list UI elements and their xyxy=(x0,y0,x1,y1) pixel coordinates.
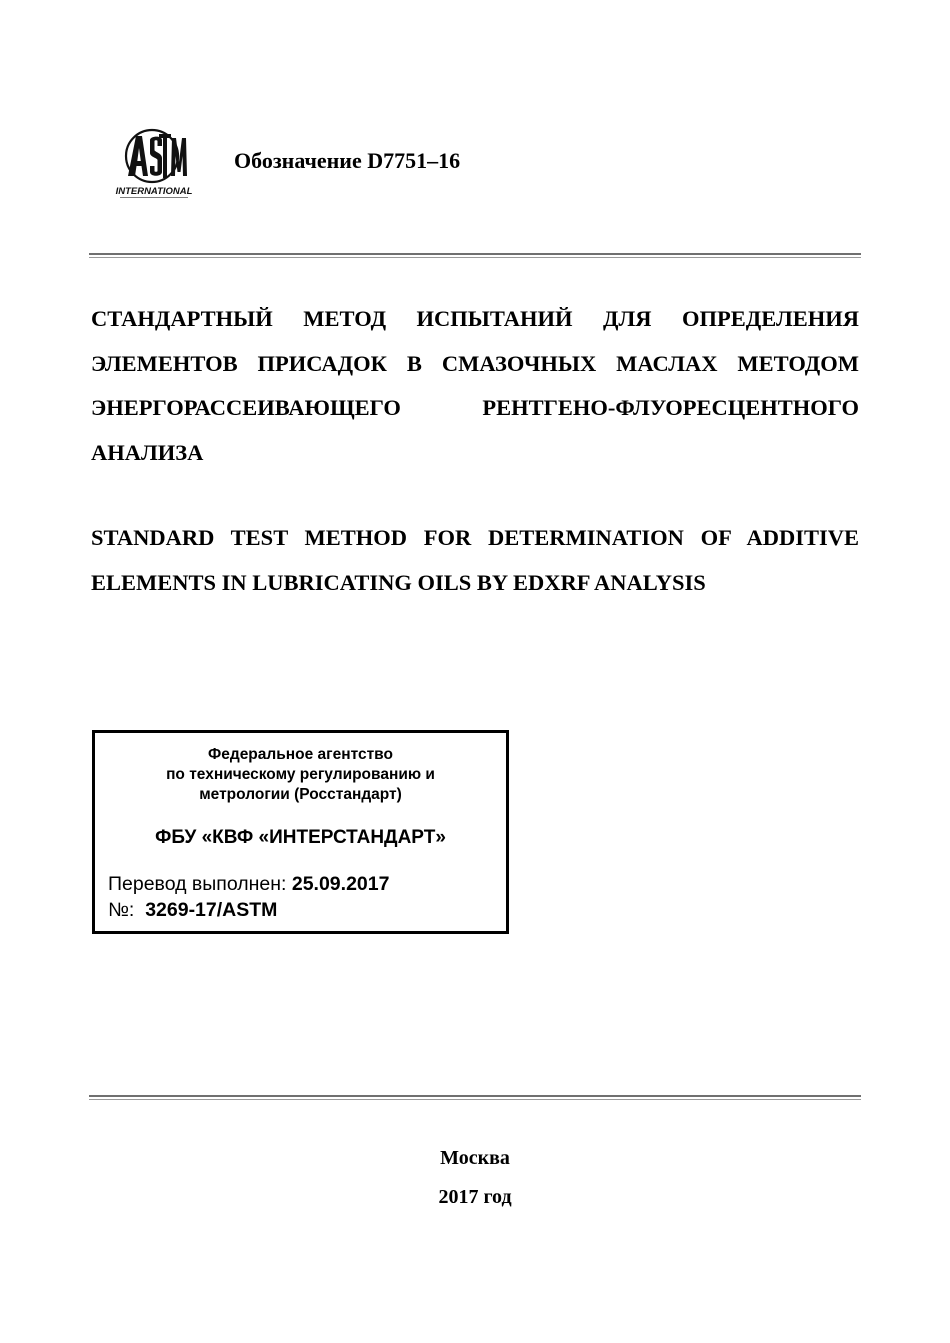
stamp-organization: ФБУ «КВФ «ИНТЕРСТАНДАРТ» xyxy=(155,827,446,848)
stamp-translated-row xyxy=(108,873,389,896)
number-label: №: xyxy=(108,899,135,921)
translation-stamp xyxy=(92,730,509,934)
stamp-agency-line: метрологии (Росстандарт) xyxy=(199,786,402,803)
svg-text:INTERNATIONAL: INTERNATIONAL xyxy=(115,186,193,197)
bottom-divider xyxy=(89,1095,861,1100)
translated-label: Перевод выполнен: xyxy=(108,873,287,895)
document-designation: Обозначение D7751–16 xyxy=(234,148,461,173)
astm-logo xyxy=(114,126,198,200)
stamp-agency xyxy=(95,745,506,805)
translated-date: 25.09.2017 xyxy=(291,873,390,895)
title-english: STANDARD TEST METHOD FOR DETERMINATION OF ADDITIVE ELEMENTS IN LUBRICATING OILS BY EDXRF ANALYSIS xyxy=(91,525,859,595)
top-divider xyxy=(89,253,861,258)
publication-city: Москва xyxy=(440,1147,510,1169)
title-russian: СТАНДАРТНЫЙ МЕТОД ИСПЫТАНИЙ ДЛЯ ОПРЕДЕЛЕНИЯ ЭЛЕМЕНТОВ ПРИСАДОК В СМАЗОЧНЫХ МАСЛАХ МЕТОДОМ ЭНЕРГОРАССЕИВАЮЩЕГО РЕНТГЕНО-ФЛУОРЕСЦЕНТНОГО АНАЛИЗА xyxy=(91,306,859,465)
stamp-agency-line: по техническому регулированию и xyxy=(166,766,435,783)
stamp-agency-line: Федеральное агентство xyxy=(208,746,393,763)
publication-year: 2017 год xyxy=(438,1186,512,1208)
stamp-number-row xyxy=(108,899,277,922)
number-value: 3269-17/ASTM xyxy=(145,899,278,921)
